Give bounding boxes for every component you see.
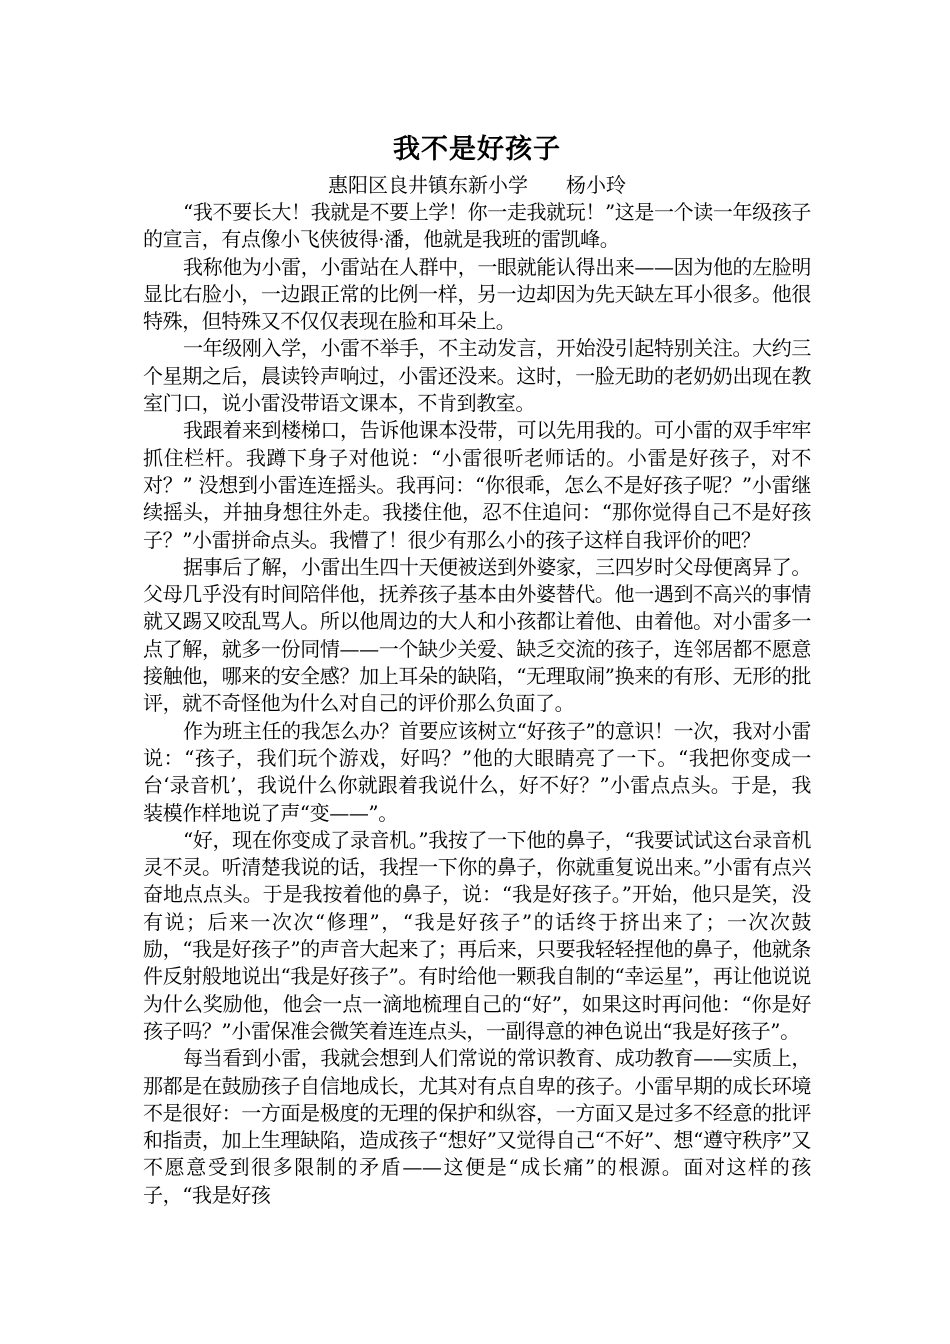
paragraph-1: “我不要长大！我就是不要上学！你一走我就玩！”这是一个读一年级孩子的宣言，有点像小飞侠彼得·潘，他就是我班的雷凯峰。 (143, 200, 811, 252)
school-name: 惠阳区良井镇东新小学 (328, 173, 528, 197)
paragraph-8: 每当看到小雷，我就会想到人们常说的常识教育、成功教育——实质上，那都是在鼓励孩子自信地成长，尤其对有点自卑的孩子。小雷早期的成长环境不是很好：一方面是极度的无理的保护和纵容，一方面又是过多不经意的批评和指责，加上生理缺陷，造成孩子“想好”又觉得自己“不好”、想“遵守秩序”又不愿意受到很多限制的矛盾——这便是“成长痛”的根源。面对这样的孩子，“我是好孩 (143, 1046, 811, 1207)
author-name: 杨小玲 (566, 173, 626, 197)
paragraph-7: “好，现在你变成了录音机。”我按了一下他的鼻子，“我要试试这台录音机灵不灵。听清楚我说的话，我捏一下你的鼻子，你就重复说出来。”小雷有点兴奋地点点头。于是我按着他的鼻子，说：“我是好孩子。”开始，他只是笑，没有说；后来一次次“修理”，“我是好孩子”的话终于挤出来了；一次次鼓励，“我是好孩子”的声音大起来了；再后来，只要我轻轻捏他的鼻子，他就条件反射般地说出“我是好孩子”。有时给他一颗我自制的“幸运星”，再让他说说为什么奖励他，他会一点一滴地梳理自己的“好”，如果这时再问他：“你是好孩子吗？”小雷保准会微笑着连连点头，一副得意的神色说出“我是好孩子”。 (143, 827, 811, 1043)
paragraph-2: 我称他为小雷，小雷站在人群中，一眼就能认得出来——因为他的左脸明显比右脸小，一边跟正常的比例一样，另一边却因为先天缺左耳小很多。他很特殊，但特殊又不仅仅表现在脸和耳朵上。 (143, 254, 811, 334)
paragraph-3: 一年级刚入学，小雷不举手，不主动发言，开始没引起特别关注。大约三个星期之后，晨读铃声响过，小雷还没来。这时，一脸无助的老奶奶出现在教室门口，说小雷没带语文课本，不肯到教室。 (143, 336, 811, 416)
document-title: 我不是好孩子 (393, 134, 561, 165)
document-page (143, 128, 811, 1209)
paragraph-4: 我跟着来到楼梯口，告诉他课本没带，可以先用我的。可小雷的双手牢牢抓住栏杆。我蹲下身子对他说：“小雷很听老师话的。小雷是好孩子，对不对？” 没想到小雷连连摇头。我再问：“你很乖，怎么不是好孩子呢？”小雷继续摇头，并抽身想往外走。我搂住他，忍不住追问：“那你觉得自己不是好孩子？”小雷拼命点头。我懵了！很少有那么小的孩子这样自我评价的吧？ (143, 418, 811, 552)
paragraph-5: 据事后了解，小雷出生四十天便被送到外婆家，三四岁时父母便离异了。父母几乎没有时间陪伴他，抚养孩子基本由外婆替代。他一遇到不高兴的事情就又踢又咬乱骂人。所以他周边的大人和小孩都让着他、由着他。对小雷多一点了解，就多一份同情——一个缺少关爱、缺乏交流的孩子，连邻居都不愿意接触他，哪来的安全感？加上耳朵的缺陷，“无理取闹”换来的有形、无形的批评，就不奇怪他为什么对自己的评价那么负面了。 (143, 554, 811, 716)
paragraph-6: 作为班主任的我怎么办？首要应该树立“好孩子”的意识！一次，我对小雷说：“孩子，我们玩个游戏，好吗？”他的大眼睛亮了一下。“我把你变成一台‘录音机’，我说什么你就跟着我说什么，好不好？”小雷点点头。于是，我装模作样地说了声“变——”。 (143, 718, 811, 825)
byline (143, 172, 811, 199)
